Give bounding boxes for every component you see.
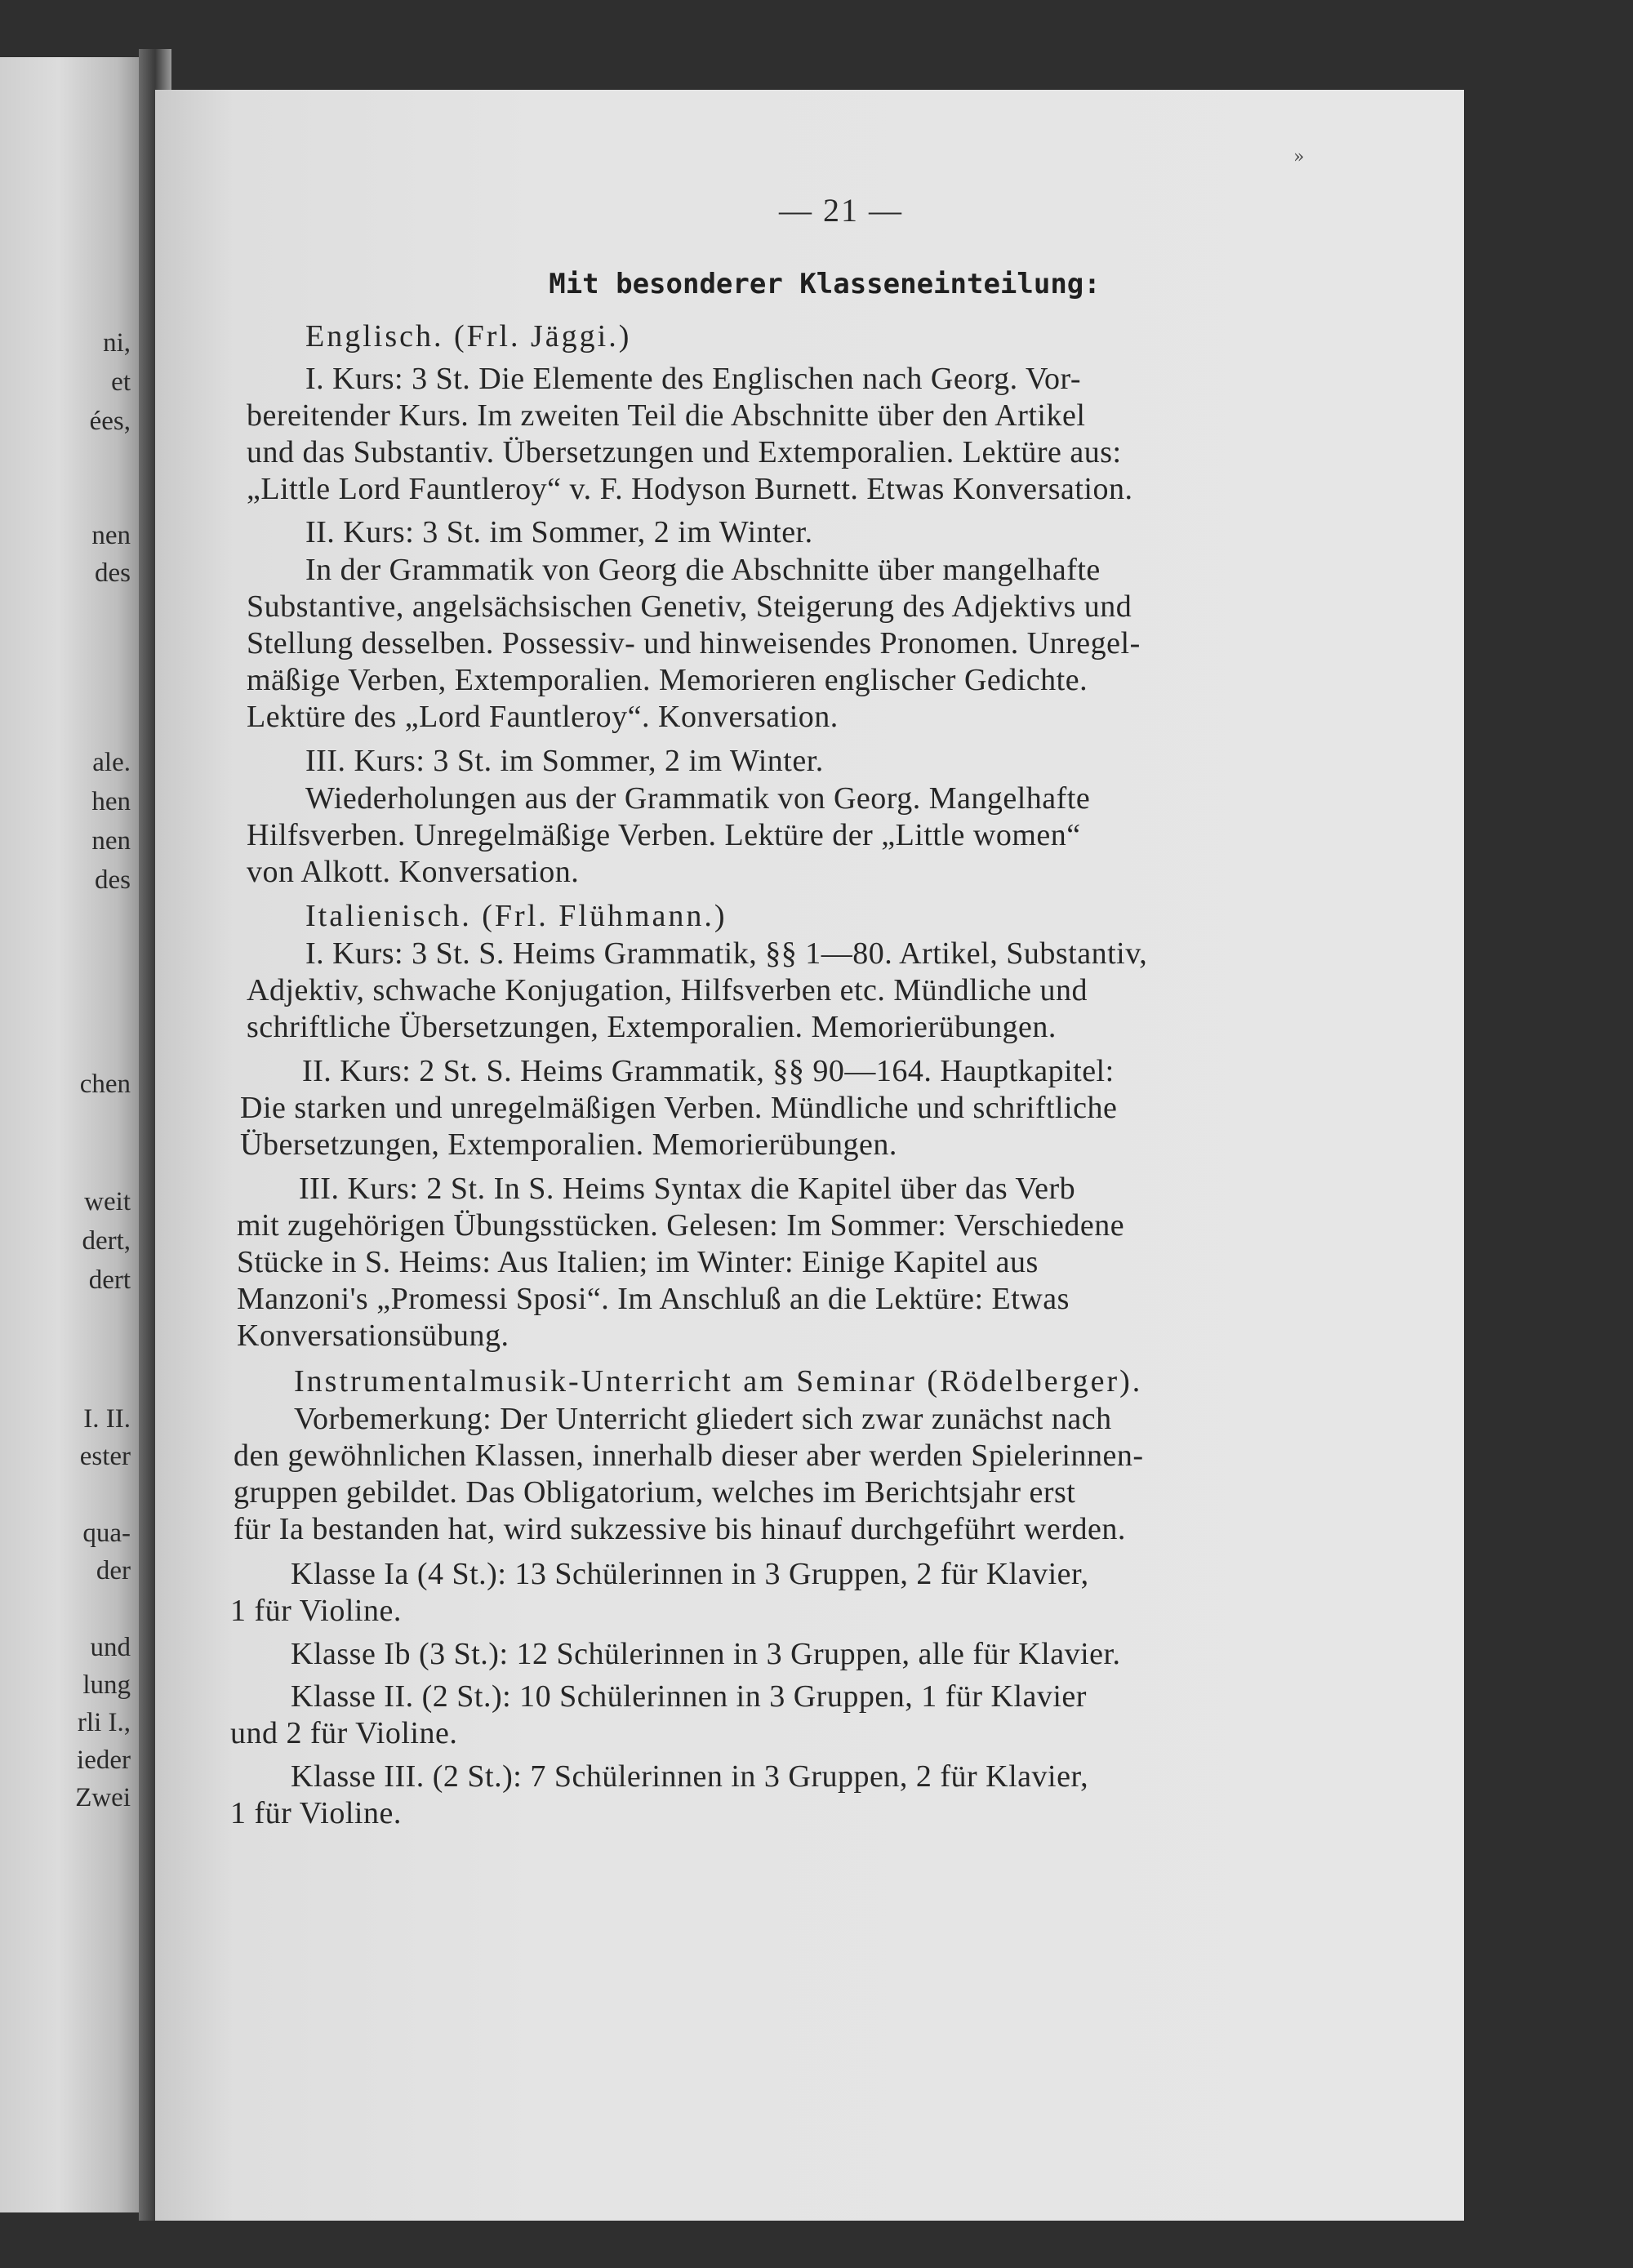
text-line: und 2 für Violine. — [230, 1716, 458, 1750]
facing-page — [0, 57, 147, 2212]
facing-page-fragment: weit — [84, 1187, 131, 1216]
text-line: III. Kurs: 3 St. im Sommer, 2 im Winter. — [305, 744, 824, 778]
facing-page-fragment: et — [111, 367, 131, 397]
facing-page-fragment: ester — [79, 1442, 131, 1471]
text-line: Die starken und unregelmäßigen Verben. Mündliche und schriftliche — [240, 1091, 1118, 1125]
text-line: Klasse III. (2 St.): 7 Schülerinnen in 3 Gruppen, 2 für Klavier, — [291, 1759, 1089, 1794]
text-line: Hilfsverben. Unregelmäßige Verben. Lektüre der „Little women“ — [247, 818, 1081, 852]
text-line: Klasse Ia (4 St.): 13 Schülerinnen in 3 Gruppen, 2 für Klavier, — [291, 1557, 1089, 1591]
subject-heading-italian: Italienisch. (Frl. Flühmann.) — [305, 899, 728, 933]
facing-page-fragment: chen — [79, 1070, 131, 1099]
text-line: den gewöhnlichen Klassen, innerhalb dieser aber werden Spielerinnen- — [234, 1439, 1144, 1473]
text-line: In der Grammatik von Georg die Abschnitte über mangelhafte — [305, 553, 1101, 587]
page-number: — 21 — — [779, 192, 903, 229]
text-line: Adjektiv, schwache Konjugation, Hilfsverben etc. Mündliche und — [247, 973, 1088, 1007]
text-line: Substantive, angelsächsischen Genetiv, Steigerung des Adjektivs und — [247, 589, 1132, 624]
text-line: mit zugehörigen Übungsstücken. Gelesen: Im Sommer: Verschiedene — [237, 1208, 1125, 1243]
text-line: Klasse II. (2 St.): 10 Schülerinnen in 3 Gruppen, 1 für Klavier — [291, 1679, 1087, 1714]
book-page — [155, 90, 1464, 2221]
facing-page-fragment: ieder — [77, 1745, 131, 1775]
text-line: von Alkott. Konversation. — [247, 855, 580, 889]
text-line: und das Substantiv. Übersetzungen und Extemporalien. Lektüre aus: — [247, 435, 1122, 469]
text-line: Stücke in S. Heims: Aus Italien; im Winter: Einige Kapitel aus — [237, 1245, 1039, 1279]
facing-page-fragment: hen — [91, 787, 131, 816]
text-line: Klasse Ib (3 St.): 12 Schülerinnen in 3 Gruppen, alle für Klavier. — [291, 1637, 1121, 1671]
text-line: Übersetzungen, Extemporalien. Memorierübungen. — [240, 1127, 897, 1162]
text-line: bereitender Kurs. Im zweiten Teil die Abschnitte über den Artikel — [247, 398, 1086, 433]
text-line: Wiederholungen aus der Grammatik von Georg. Mangelhafte — [305, 781, 1091, 816]
text-line: schriftliche Übersetzungen, Extemporalien. Memorierübungen. — [247, 1010, 1057, 1044]
facing-page-fragment: nen — [91, 826, 131, 856]
subject-heading-music: Instrumentalmusik-Unterricht am Seminar (Rödelberger). — [294, 1364, 1143, 1399]
text-line: I. Kurs: 3 St. Die Elemente des Englischen nach Georg. Vor- — [305, 362, 1082, 396]
facing-page-fragment: qua- — [82, 1519, 131, 1548]
facing-page-fragment: I. II. — [83, 1404, 131, 1434]
text-line: Manzoni's „Promessi Sposi“. Im Anschluß an die Lektüre: Etwas — [237, 1282, 1070, 1316]
subject-heading-english: Englisch. (Frl. Jäggi.) — [305, 319, 632, 354]
facing-page-fragment: ées, — [89, 407, 131, 436]
facing-page-fragment: des — [95, 865, 131, 895]
facing-page-fragment: dert, — [82, 1226, 131, 1256]
facing-page-fragment: nen — [91, 521, 131, 550]
text-line: gruppen gebildet. Das Obligatorium, welches im Berichtsjahr erst — [234, 1475, 1076, 1510]
facing-page-fragment: Zwei — [75, 1783, 131, 1812]
facing-page-fragment: dert — [88, 1265, 131, 1295]
facing-page-fragment: des — [95, 558, 131, 588]
text-line: für Ia bestanden hat, wird sukzessive bis hinauf durchgeführt werden. — [234, 1512, 1126, 1546]
facing-page-fragment: der — [96, 1556, 131, 1585]
text-line: Lektüre des „Lord Fauntleroy“. Konversation. — [247, 700, 839, 734]
facing-page-fragment: ni, — [103, 328, 131, 358]
text-line: Vorbemerkung: Der Unterricht gliedert sich zwar zunächst nach — [294, 1402, 1112, 1436]
facing-page-fragment: ale. — [92, 748, 131, 777]
facing-page-fragment: und — [90, 1633, 131, 1662]
section-heading: Mit besonderer Klasseneinteilung: — [549, 268, 1101, 300]
text-line: II. Kurs: 3 St. im Sommer, 2 im Winter. — [305, 515, 813, 549]
text-line: II. Kurs: 2 St. S. Heims Grammatik, §§ 90—164. Hauptkapitel: — [302, 1054, 1115, 1088]
text-line: mäßige Verben, Extemporalien. Memorieren englischer Gedichte. — [247, 663, 1088, 697]
text-line: „Little Lord Fauntleroy“ v. F. Hodyson Burnett. Etwas Konversation. — [247, 472, 1133, 506]
text-line: Konversationsübung. — [237, 1319, 509, 1353]
text-line: 1 für Violine. — [230, 1594, 402, 1628]
text-line: 1 für Violine. — [230, 1796, 402, 1830]
text-line: Stellung desselben. Possessiv- und hinweisendes Pronomen. Unregel- — [247, 626, 1141, 660]
text-line: III. Kurs: 2 St. In S. Heims Syntax die Kapitel über das Verb — [299, 1172, 1076, 1206]
stray-mark: » — [1293, 147, 1305, 167]
text-line: I. Kurs: 3 St. S. Heims Grammatik, §§ 1—80. Artikel, Substantiv, — [305, 936, 1148, 971]
facing-page-fragment: lung — [82, 1670, 131, 1700]
facing-page-fragment: rli I., — [77, 1708, 131, 1737]
